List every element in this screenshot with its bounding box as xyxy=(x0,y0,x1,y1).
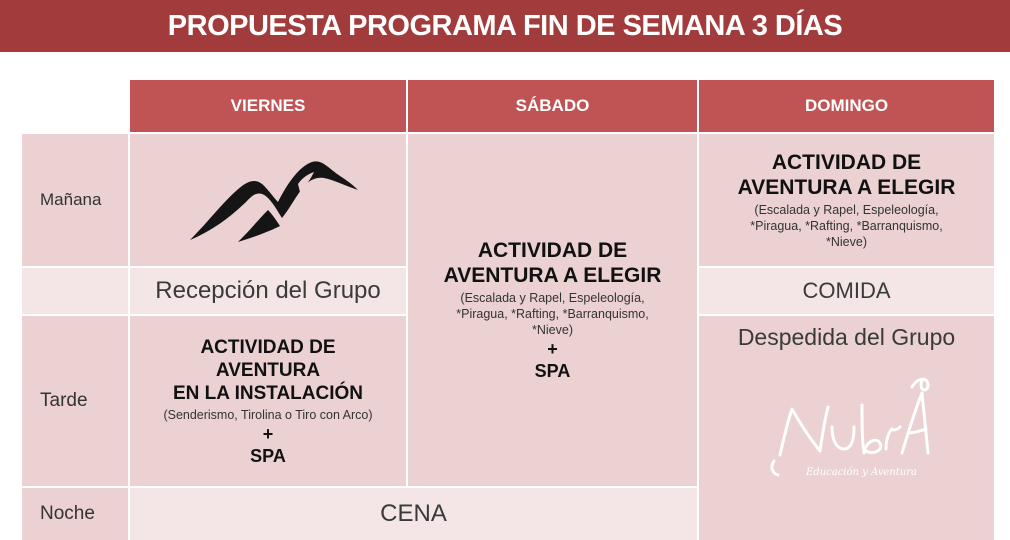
viernes-manana-cell xyxy=(130,134,406,266)
header-domingo: DOMINGO xyxy=(699,80,994,132)
page-title: PROPUESTA PROGRAMA FIN DE SEMANA 3 DÍAS xyxy=(0,0,1010,52)
sabado-actividad-cell xyxy=(408,134,697,486)
mountain-icon xyxy=(178,154,358,246)
sabado-spa: SPA xyxy=(534,361,571,381)
viernes-tarde-plus: + xyxy=(262,423,274,444)
header-viernes: VIERNES xyxy=(130,80,406,132)
logo-tagline: Educación y Aventura xyxy=(805,467,917,478)
domingo-desc-1: (Escalada y Rapel, Espeleología, xyxy=(754,203,939,217)
slot-noche: Noche xyxy=(22,488,128,540)
slot-midday xyxy=(22,268,128,314)
viernes-tarde-title-1: ACTIVIDAD DE xyxy=(200,336,336,358)
domingo-manana-cell xyxy=(699,134,994,266)
sabado-desc-2: *Piragua, *Rafting, *Barranquismo, xyxy=(456,307,649,321)
viernes-tarde-title-3: EN LA INSTALACIÓN xyxy=(173,382,363,404)
slot-tarde: Tarde xyxy=(22,316,128,486)
domingo-title-2: AVENTURA A ELEGIR xyxy=(737,176,956,199)
cena-cell: CENA xyxy=(130,488,697,540)
viernes-recepcion: Recepción del Grupo xyxy=(130,268,406,314)
header-sabado: SÁBADO xyxy=(408,80,697,132)
domingo-comida: COMIDA xyxy=(699,268,994,314)
sabado-plus: + xyxy=(547,339,558,359)
corner-cell xyxy=(22,80,128,132)
sabado-title-1: ACTIVIDAD DE xyxy=(477,239,628,262)
domingo-title-1: ACTIVIDAD DE xyxy=(771,151,922,174)
sabado-title-2: AVENTURA A ELEGIR xyxy=(443,264,662,287)
nubra-logo xyxy=(762,357,932,487)
viernes-tarde-cell xyxy=(130,316,406,486)
viernes-tarde-title-2: AVENTURA xyxy=(215,359,321,381)
domingo-despedida: Despedida del Grupo xyxy=(737,324,956,350)
viernes-tarde-spa: SPA xyxy=(250,445,286,466)
domingo-desc-3: *Nieve) xyxy=(826,235,867,249)
schedule-table xyxy=(22,80,988,532)
sabado-desc-3: *Nieve) xyxy=(532,323,573,337)
viernes-tarde-desc: (Senderismo, Tirolina o Tiro con Arco) xyxy=(163,407,373,422)
domingo-tarde-cell xyxy=(699,316,994,540)
slot-manana: Mañana xyxy=(22,134,128,266)
domingo-desc-2: *Piragua, *Rafting, *Barranquismo, xyxy=(750,219,943,233)
sabado-desc-1: (Escalada y Rapel, Espeleología, xyxy=(460,291,645,305)
